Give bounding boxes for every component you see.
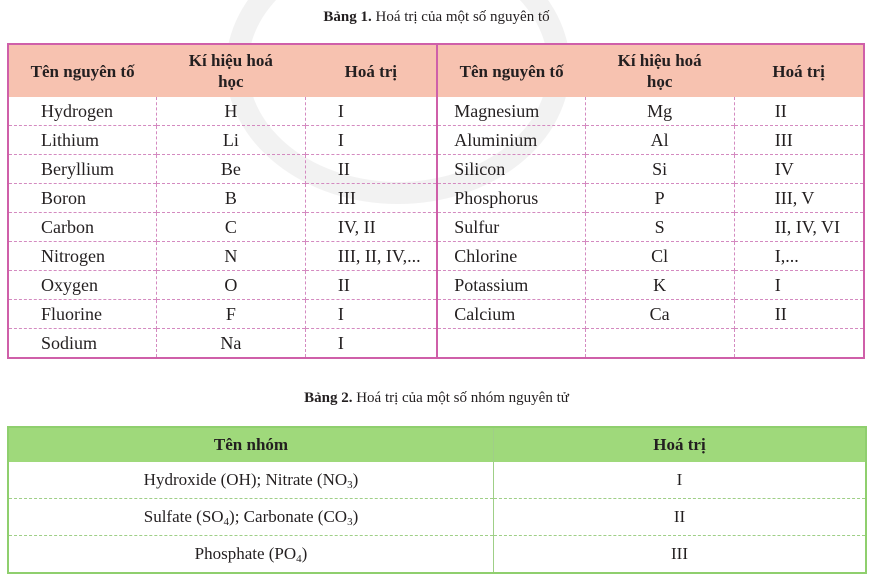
element-name-cell: Chlorine (437, 242, 585, 271)
formula-subscript: 3 (347, 479, 353, 491)
element-symbol-cell: F (156, 300, 305, 329)
element-name-cell: Hydrogen (41, 101, 113, 121)
table2-caption: Bảng 2. Hoá trị của một số nhóm nguyên tử (304, 390, 569, 406)
element-name-cell: Boron (8, 184, 156, 213)
element-name-cell: Aluminium (437, 126, 585, 155)
header-group-valence: Hoá trị (494, 427, 867, 462)
element-name-cell: Calcium (437, 300, 585, 329)
header-group-name: Tên nhóm (8, 427, 494, 462)
group-valence-cell: II (494, 499, 867, 536)
element-valence-cell: II (734, 300, 864, 329)
element-symbol-cell: K (585, 271, 734, 300)
element-symbol-cell: N (156, 242, 305, 271)
element-symbol-cell: O (156, 271, 305, 300)
element-valence-cell: II, IV, VI (734, 213, 864, 242)
element-symbol-cell: S (585, 213, 734, 242)
group-name-text: Hydroxide (OH); Nitrate (NO (143, 470, 348, 489)
header-valence-2: Hoá trị (734, 44, 864, 97)
group-name-text: ) (301, 544, 308, 563)
element-valence-cell: I (305, 126, 437, 155)
element-symbol-cell: Cl (585, 242, 734, 271)
element-symbol-cell: Be (156, 155, 305, 184)
table-row (8, 300, 864, 329)
table-row (8, 242, 864, 271)
table-row (8, 97, 864, 126)
group-valence-cell: I (494, 462, 867, 499)
element-valence-cell: II (305, 155, 437, 184)
table-row (8, 462, 866, 499)
group-name-text: ); Carbonate (CO (229, 507, 348, 526)
element-valence-cell: III (305, 184, 437, 213)
valence-elements-table (7, 43, 865, 359)
group-name-cell (8, 499, 494, 536)
group-name-text: Phosphate (PO (194, 544, 297, 563)
element-symbol-cell: B (156, 184, 305, 213)
header-element-name: Tên nguyên tố (8, 44, 156, 97)
header-valence: Hoá trị (305, 44, 437, 97)
table-header-row (8, 427, 866, 462)
element-name-cell: Sulfur (437, 213, 585, 242)
element-name-cell: Fluorine (8, 300, 156, 329)
element-name-cell: Carbon (8, 213, 156, 242)
element-valence-cell: IV, II (305, 213, 437, 242)
element-symbol-cell: Al (585, 126, 734, 155)
element-valence-cell: II (305, 271, 437, 300)
element-valence-cell: I (305, 329, 437, 359)
element-name-cell: Magnesium (437, 97, 585, 126)
element-valence-cell: I (305, 97, 437, 126)
element-valence-cell: IV (734, 155, 864, 184)
element-valence-cell: I (305, 300, 437, 329)
table-row (8, 155, 864, 184)
table-row (8, 536, 866, 574)
table-row (8, 499, 866, 536)
element-symbol-cell: Li (156, 126, 305, 155)
element-symbol-cell: Si (585, 155, 734, 184)
element-symbol-cell: Mg (585, 97, 734, 126)
element-name-cell: Silicon (437, 155, 585, 184)
element-valence-cell: III, V (734, 184, 864, 213)
element-name-cell: Nitrogen (8, 242, 156, 271)
element-valence-cell: II (734, 97, 864, 126)
element-valence-cell: III (734, 126, 864, 155)
header-element-name-2: Tên nguyên tố (437, 44, 585, 97)
element-valence-cell (734, 329, 864, 359)
header-symbol: Kí hiệu hoá học (156, 44, 305, 97)
valence-groups-table (7, 426, 867, 574)
table-row (8, 126, 864, 155)
element-name-cell: Potassium (437, 271, 585, 300)
formula-subscript: 4 (296, 553, 302, 565)
element-symbol-cell: Ca (585, 300, 734, 329)
element-symbol-cell (585, 329, 734, 359)
element-valence-cell: I,... (734, 242, 864, 271)
element-valence-cell: III, II, IV,... (305, 242, 437, 271)
formula-subscript: 3 (347, 516, 353, 528)
element-name-cell: Oxygen (8, 271, 156, 300)
element-symbol-cell: P (585, 184, 734, 213)
group-name-text: Sulfate (SO (143, 507, 224, 526)
group-name-text: ) (352, 507, 359, 526)
table-row (8, 271, 864, 300)
header-symbol-2: Kí hiệu hoá học (585, 44, 734, 97)
element-symbol-cell: H (156, 97, 305, 126)
group-name-cell (8, 536, 494, 574)
element-name-cell: Sodium (8, 329, 156, 359)
element-name-cell: Phosphorus (437, 184, 585, 213)
element-name-cell (437, 329, 585, 359)
element-valence-cell: I (734, 271, 864, 300)
group-valence-cell: III (494, 536, 867, 574)
table-row (8, 329, 864, 359)
element-name-cell: Beryllium (8, 155, 156, 184)
element-name-cell: Lithium (8, 126, 156, 155)
group-name-cell (8, 462, 494, 499)
table-header-row (8, 44, 864, 97)
formula-subscript: 4 (223, 516, 230, 528)
table-row (8, 213, 864, 242)
table-row (8, 184, 864, 213)
table1-caption: Bảng 1. Hoá trị của một số nguyên tố (323, 9, 550, 25)
element-symbol-cell: Na (156, 329, 305, 359)
element-symbol-cell: C (156, 213, 305, 242)
group-name-text: ) (352, 470, 359, 489)
